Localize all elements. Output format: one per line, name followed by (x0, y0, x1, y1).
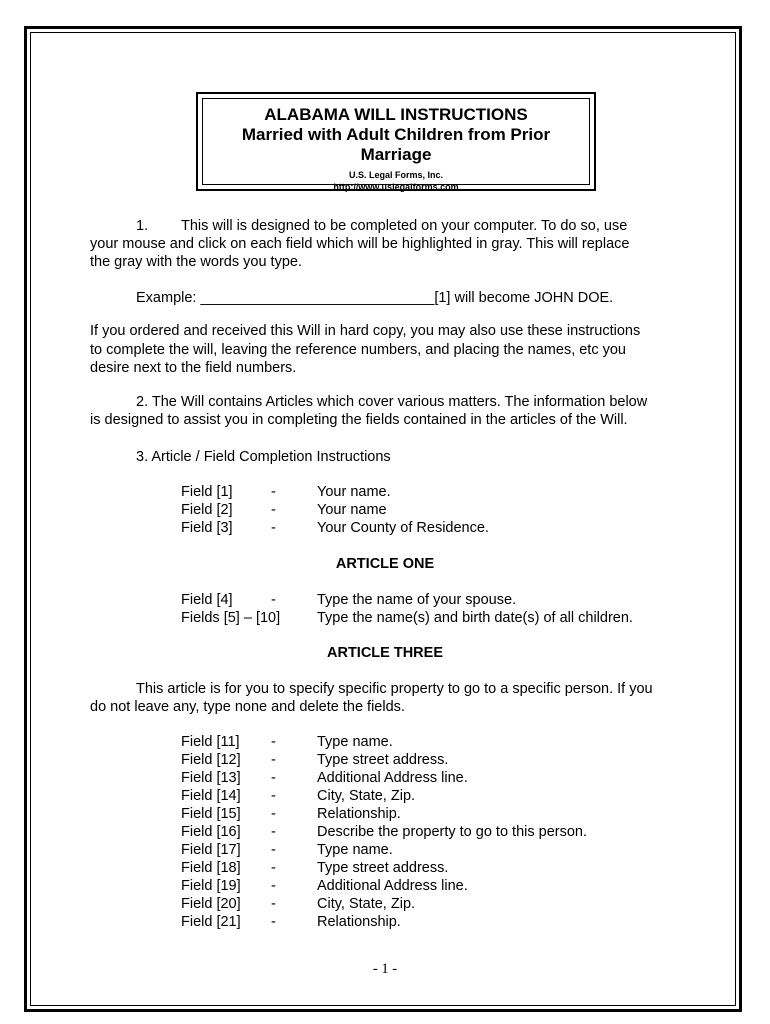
field-desc: Your name. (317, 484, 391, 500)
field-label: Field [2] (181, 502, 233, 518)
field-row-4 (181, 591, 516, 609)
para2-text1: 2. The Will contains Articles which cover various matters. The information below (136, 394, 648, 410)
field-dash: - (271, 824, 276, 840)
field-dash: - (271, 502, 276, 518)
article-three-intro-line1 (90, 680, 700, 698)
publisher-name: U.S. Legal Forms, Inc. (348, 170, 444, 180)
field-row (181, 769, 468, 787)
para2-line1 (90, 393, 700, 411)
field-row (181, 841, 393, 859)
field-dash: - (271, 914, 276, 930)
field-desc: Type name. (317, 734, 393, 750)
field-desc: Type the name(s) and birth date(s) of all children. (317, 610, 633, 626)
article-three-intro-text1: This article is for you to specify specific property to go to a specific person. If you (136, 681, 653, 697)
hardcopy-line2: to complete the will, leaving the reference numbers, and placing the names, etc you (90, 342, 626, 358)
para1-number: 1. (136, 218, 149, 234)
field-label: Field [14] (181, 788, 241, 804)
field-row (181, 823, 587, 841)
para1-line2: your mouse and click on each field which will be highlighted in gray. This will replace (90, 236, 630, 252)
field-label: Field [17] (181, 842, 241, 858)
field-label: Field [20] (181, 896, 241, 912)
field-label: Field [18] (181, 860, 241, 876)
field-desc: Your County of Residence. (317, 520, 489, 536)
article-three-heading: ARTICLE THREE (327, 645, 443, 661)
field-dash: - (271, 806, 276, 822)
field-label: Field [11] (181, 734, 240, 750)
field-label: Fields [5] – [10] (181, 610, 281, 626)
field-row-5-10 (181, 609, 633, 627)
hardcopy-line1: If you ordered and received this Will in hard copy, you may also use these instructions (90, 323, 641, 339)
field-row (181, 751, 448, 769)
document-title: ALABAMA WILL INSTRUCTIONS (264, 105, 528, 124)
field-desc: Additional Address line. (317, 770, 468, 786)
para1-line1 (90, 217, 700, 235)
field-dash: - (271, 842, 276, 858)
field-desc: Type name. (317, 842, 393, 858)
field-desc: Describe the property to go to this person. (317, 824, 588, 840)
field-row (181, 913, 401, 931)
para1-text1: This will is designed to be completed on your computer. To do so, use (181, 218, 628, 234)
article-three-intro-line2: do not leave any, type none and delete the fields. (90, 699, 405, 715)
field-row (181, 895, 415, 913)
field-label: Field [13] (181, 770, 241, 786)
field-label: Field [1] (181, 484, 233, 500)
field-row-3 (181, 519, 489, 537)
field-label: Field [12] (181, 752, 241, 768)
field-dash: - (271, 592, 276, 608)
publisher-url: http://www.uslegalforms.com (333, 182, 459, 192)
field-label: Field [21] (181, 914, 241, 930)
article-one-heading: ARTICLE ONE (335, 556, 435, 572)
field-desc: Relationship. (317, 914, 401, 930)
field-row (181, 733, 393, 751)
field-desc: Additional Address line. (317, 878, 468, 894)
title-box (196, 92, 596, 191)
field-desc: City, State, Zip. (317, 896, 416, 912)
document-subtitle-line2: Marriage (360, 145, 432, 164)
field-dash: - (271, 520, 276, 536)
field-desc: City, State, Zip. (317, 788, 416, 804)
field-desc: Type street address. (317, 752, 449, 768)
field-desc: Your name (317, 502, 387, 518)
field-row (181, 805, 401, 823)
document-subtitle-line1: Married with Adult Children from Prior (241, 125, 551, 144)
field-desc: Type the name of your spouse. (317, 592, 517, 608)
field-label: Field [16] (181, 824, 241, 840)
field-row (181, 859, 448, 877)
field-dash: - (271, 788, 276, 804)
field-row (181, 877, 468, 895)
field-dash: - (271, 752, 276, 768)
field-desc: Type street address. (317, 860, 449, 876)
title-box-inner (202, 98, 590, 192)
field-label: Field [19] (181, 878, 241, 894)
field-desc: Relationship. (317, 806, 401, 822)
field-row-1 (181, 483, 391, 501)
example-line (90, 289, 700, 307)
para3-line (90, 448, 700, 466)
field-dash: - (271, 896, 276, 912)
para3-text: 3. Article / Field Completion Instructions (136, 449, 391, 465)
field-label: Field [4] (181, 592, 233, 608)
field-label: Field [15] (181, 806, 241, 822)
example-text: Example: _____________________________[1] will become JOHN DOE. (136, 290, 614, 306)
field-label: Field [3] (181, 520, 233, 536)
hardcopy-line3: desire next to the field numbers. (90, 360, 297, 376)
para1-line3: the gray with the words you type. (90, 254, 302, 270)
field-dash: - (271, 770, 276, 786)
field-dash: - (271, 734, 276, 750)
page-number: - 1 - (372, 961, 398, 977)
field-dash: - (271, 484, 276, 500)
para2-line2: is designed to assist you in completing the fields contained in the articles of the Will. (90, 412, 628, 428)
field-dash: - (271, 860, 276, 876)
field-row (181, 787, 415, 805)
field-row-2 (181, 501, 387, 519)
field-dash: - (271, 878, 276, 894)
